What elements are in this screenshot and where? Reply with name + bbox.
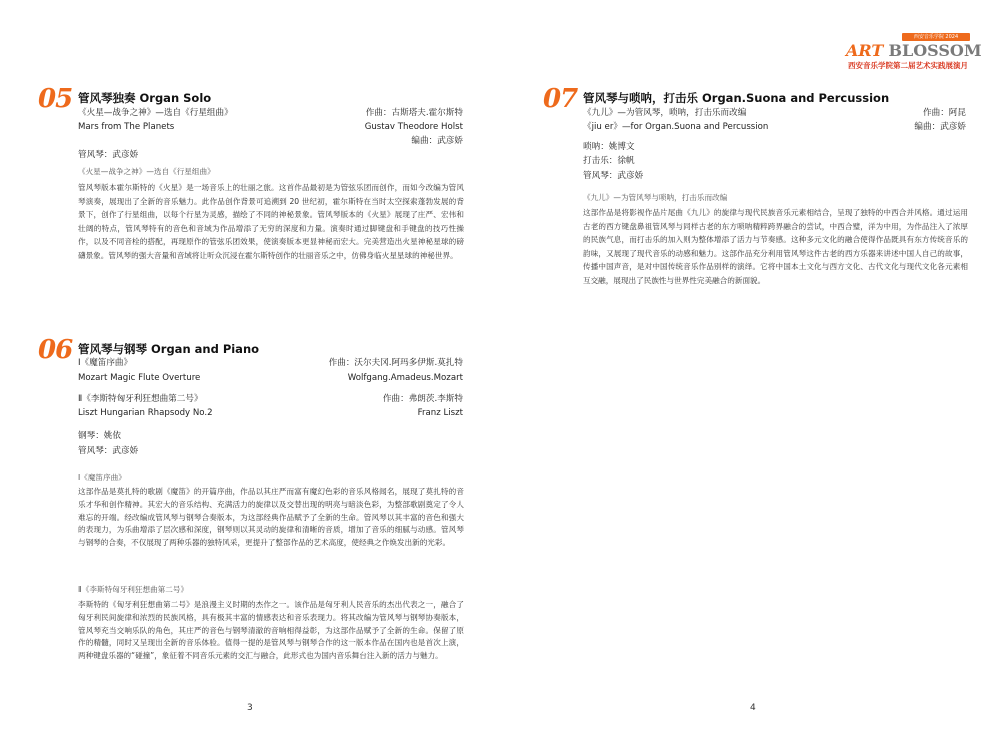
performer: 钢琴：姚依	[78, 431, 121, 441]
work-title-en: Mozart Magic Flute Overture	[78, 373, 201, 383]
logo-banner: 西安音乐学院 2024	[902, 33, 970, 41]
note-subtitle: 《九儿》—为管风琴与唢呐，打击乐而改编	[583, 193, 728, 202]
arranger: 编曲：武彦娇	[914, 122, 966, 132]
performer: 管风琴：武彦娇	[78, 150, 139, 160]
logo-word-blossom: BLOSSOM	[888, 41, 982, 60]
program-note: 李斯特的《匈牙利狂想曲第二号》是浪漫主义时期的杰作之一。该作品是匈牙利人民音乐的杰出代表之一，融合了匈牙利民间旋律和浓烈的民族风格，具有极其丰富的情感表达和音乐表现力。将其改编为管风琴与钢琴协奏版本，管风琴充当交响乐队的角色，其庄严的音色与钢琴清澈的音响相得益彰，为这部作品赋予了全新的生命。保留了原作的精髓，同时又呈现出全新的音乐体验。值得一提的是管风琴与钢琴合作的这一版本作品在国内也是首次上演，两种键盘乐器的“碰撞”，象征着不同音乐元素的交汇与融合，此形式也为国内音乐舞台注入新的活力与魅力。	[78, 600, 464, 661]
program-number: 06	[38, 335, 73, 365]
program-number: 07	[543, 84, 578, 114]
arranger: 编曲：武彦娇	[411, 136, 463, 146]
composer-cn: 作曲：古斯塔夫.霍尔斯特	[365, 108, 463, 118]
program-note: 管风琴版本霍尔斯特的《火星》是一场音乐上的壮丽之旅。这首作品最初是为管弦乐团而创作，而如今改编为管风琴演奏，展现出了全新的音乐魅力。此作品创作背景可追溯到 20 世纪初，霍尔斯特在当时太空探索蓬勃发展的背景下，创作了行星组曲，以每个行星为灵感，描绘了不同的神秘景象。管风琴版本的《火星》展现了庄严、宏伟和壮阔的特点，管风琴特有的音色和音域为作品增添了无穷的深度和力量。演奏时通过脚键盘和手键盘的技巧性操作，以及不同音栓的搭配，再现原作的管弦乐团效果，使演奏版本更显神秘而宏大。完美营造出火星神秘星球的磅礴景象。管风琴的强大音量和音域将让听众沉浸在霍尔斯特创作的壮丽音乐之中，仿佛身临火星星球的神秘世界。	[78, 183, 464, 260]
program-note: 这部作品是将影视作品片尾曲《九儿》的旋律与现代民族音乐元素相结合，呈现了独特的中西合并风格。通过运用古老的西方键盘鼻祖管风琴与同样古老的东方唢呐精粹跨界融合的尝试，中西合璧，洋为中用，为作品注入了浓厚的民族气息，而打击乐的加入则为整体增添了活力与节奏感。这种多元文化的融合使得作品既具有东方传统音乐的韵味，又展现了现代音乐的动感和魅力。这部作品充分利用管风琴这件古老的西方乐器来讲述中国人自己的故事，传播中国声音，是对中国传统音乐作品别样的演绎。它将中国本土文化与西方文化、古代文化与现代文化各元素相互交融，展现出了民族性与世界性完美融合的新面貌。	[583, 208, 968, 285]
logo-subtitle: 西安音乐学院第二届艺术实践展演月	[848, 61, 968, 70]
note-subtitle: Ⅰ《魔笛序曲》	[78, 473, 126, 482]
performer: 唢呐：姚博文	[583, 142, 635, 152]
composer: 作曲：阿昆	[923, 108, 966, 118]
performer: 管风琴：武彦娇	[78, 446, 139, 456]
note-subtitle: 《火星—战争之神》—选自《行星组曲》	[78, 167, 215, 176]
work-title-en: Liszt Hungarian Rhapsody No.2	[78, 408, 213, 418]
page-number: 4	[750, 703, 756, 713]
work-title-cn: Ⅱ《李斯特匈牙利狂想曲第二号》	[78, 394, 203, 404]
work-title-cn: Ⅰ《魔笛序曲》	[78, 358, 133, 368]
program-title: 管风琴独奏 Organ Solo	[78, 91, 212, 105]
composer-en: Wolfgang.Amadeus.Mozart	[347, 373, 463, 383]
work-title-cn: 《火星—战争之神》—选自《行星组曲》	[78, 108, 233, 118]
work-title-cn: 《九儿》—为管风琴，唢呐，打击乐而改编	[583, 108, 747, 118]
performer: 打击乐：徐帆	[583, 156, 635, 166]
program-number: 05	[38, 84, 73, 114]
composer-en: Gustav Theodore Holst	[364, 122, 463, 132]
work-title-en: 《jiu er》—for Organ.Suona and Percussion	[583, 122, 769, 132]
program-title: 管风琴与唢呐，打击乐 Organ.Suona and Percussion	[583, 91, 890, 105]
program-title: 管风琴与钢琴 Organ and Piano	[78, 342, 260, 356]
composer-cn: 作曲：沃尔夫冈.阿玛多伊斯.莫扎特	[328, 358, 463, 368]
note-subtitle: Ⅱ《李斯特匈牙利狂想曲第二号》	[78, 585, 189, 594]
composer-cn: 作曲：弗朗茨.李斯特	[382, 394, 463, 404]
page-number: 3	[247, 703, 253, 713]
performer: 管风琴：武彦娇	[583, 171, 644, 181]
logo	[846, 33, 982, 73]
logo-word-art: ART	[846, 41, 884, 60]
composer-en: Franz Liszt	[417, 408, 463, 418]
work-title-en: Mars from The Planets	[78, 122, 175, 132]
program-note: 这部作品是莫扎特的歌剧《魔笛》的开篇序曲，作品以其庄严而富有魔幻色彩的音乐风格闻名，展现了莫扎特的音乐才华和创作精神。其宏大的音乐结构、充满活力的旋律以及交替出现的明亮与暗淡色彩，为整部歌剧奠定了令人难忘的开端。经改编成管风琴与钢琴合奏版本，为这部经典作品赋予了全新的生命。管风琴以其丰富的音色和强大的表现力，为乐曲增添了层次感和深度，钢琴则以其灵动的旋律和清晰的音质，增加了音乐的细腻与动感。管风琴与钢琴的合奏，不仅展现了两种乐器的独特风采，更提升了整部作品的艺术高度，使经典之作焕发出新的光彩。	[78, 487, 464, 548]
